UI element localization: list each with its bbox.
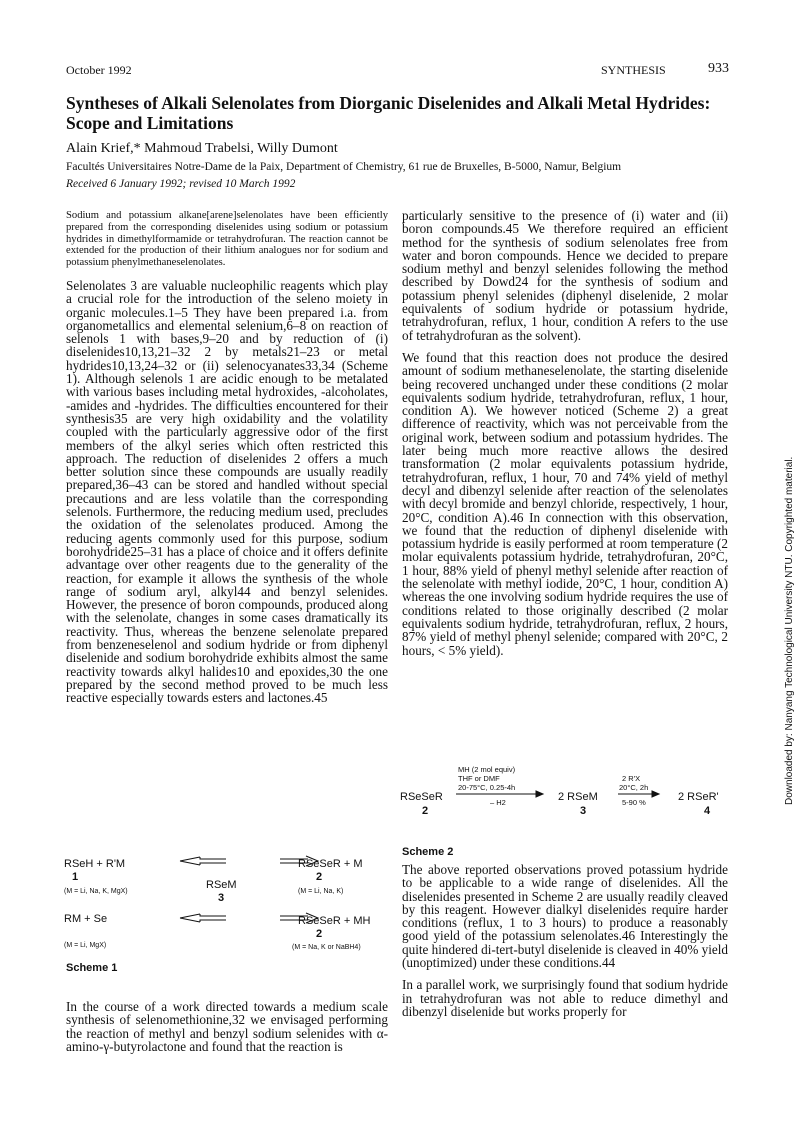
body-paragraph: particularly sensitive to the presence of (i) water and (ii) boron compounds.45 We therefore required an efficient method for the synthesis of sodium selenolates free from water and boron compounds. Hence we decided to prepare sodium methyl and benzyl selenides following the method described by Dowd24 for the synthesis of sodium and potassium phenyl selenides (diphenyl diselenide, 2 molar equivalents of sodium hydride or potassium hydride, tetrahydrofuran, reflux, 1 hour, condition A refers to the use of tetrahydrofuran as the solvent). — [402, 208, 728, 343]
scheme1-center: RSeM — [206, 879, 237, 891]
running-header-date: October 1992 — [66, 63, 132, 77]
scheme2-mid-num: 3 — [580, 805, 587, 817]
authors: Alain Krief,* Mahmoud Trabelsi, Willy Dumont — [66, 141, 338, 156]
right-column — [402, 209, 728, 666]
scheme1-row2-right-num: 2 — [316, 928, 323, 940]
scheme2-product: 2 RSeR' — [678, 791, 719, 803]
scheme1-row1-right: RSeSeR + M — [298, 858, 363, 870]
scheme2-cond2-line2: 20°C, 2h — [619, 783, 649, 792]
scheme2-reactant-num: 2 — [422, 805, 429, 817]
received-date: Received 6 January 1992; revised 10 March 1992 — [66, 178, 296, 190]
body-paragraph: The above reported observations proved potassium hydride to be applicable to a wide range of diselenides. All the diselenides presented in Scheme 2 are usually readily cleaved by this reagent. However dialkyl diselenides require harder conditions (reflux, 1 to 3 hours) to produce a reasonably good yield of the potassium selenolates.46 Interestingly the quite hindered di-tert-butyl diselenide is cleaved in 40% yield (unoptimized) under these conditions.44 — [402, 862, 728, 971]
body-paragraph: We found that this reaction does not produce the desired amount of sodium methaneselenolate, the starting diselenide being recovered unchanged under these conditions (2 molar equivalents sodium hydride, tetrahydrofuran, reflux, 1 hour, condition A). We however noticed (Scheme 2) a great difference of reactivity, which was not perceivable from the original work, between sodium and potassium hydrides. The later being much more reactive allows the desired transformation (2 molar equivalents potassium hydride, tetrahydrofuran, reflux, 1 hour, 70 and 74% yield of methyl decyl and dibenzyl selenide after reaction of the selenolates with decyl bromide and benzyl chloride, respectively, 1 hour, 20°C, condition A).46 In connection with this observation, we found that the reduction of diphenyl diselenide with potassium hydride is easily performed at room temperature (2 molar equivalents potassium hydride, tetrahydrofuran, 20°C, 1 hour, 88% yield of phenyl methyl selenide after reaction of the selenolate with methyl iodide, 20°C, 1 hour, condition A) whereas the one involving sodium hydride requires the use of conditions related to those originally described (2 molar equivalents sodium hydride, tetrahydrofuran, reflux, 2 hours, 87% yield of methyl phenyl selenide; compared with 20°C, 2 hours, < 5% yield). — [402, 349, 728, 658]
scheme1-row2-left: RM + Se — [64, 913, 108, 925]
left-column — [66, 210, 388, 713]
scheme1-row1-left: RSeH + R'M — [64, 858, 126, 870]
page-number: 933 — [708, 61, 729, 76]
scheme1-row1-right-cond: (M = Li, Na, K) — [298, 888, 344, 895]
scheme1-row2-right-cond: (M = Na, K or NaBH4) — [292, 944, 361, 951]
right-column-bottom — [402, 863, 728, 1027]
scheme2-cond1-line2: THF or DMF — [458, 774, 500, 783]
scheme-2-caption: Scheme 2 — [402, 846, 454, 858]
abstract: Sodium and potassium alkane[arene]selenolates have been efficiently prepared from the corresponding diselenides using sodium or potassium hydrides in dimethylformamide or tetrahydrofuran. The reaction cannot be extended for the production of their lithium analogues nor for sodium and potassium phenylmethaneselenolates. — [66, 210, 388, 269]
scheme2-cond1-line3: 20-75°C, 0.25-4h — [458, 783, 516, 792]
scheme2-cond2-line1: 2 R'X — [622, 774, 641, 783]
scheme2-reactant: RSeSeR — [400, 791, 443, 803]
body-paragraph: In a parallel work, we surprisingly found that sodium hydride in tetrahydrofuran was not able to reduce dimethyl and dibenzyl diselenide but works properly for — [402, 977, 728, 1019]
download-watermark — [770, 355, 795, 805]
equilibrium-arrow-left-2-icon — [180, 914, 226, 922]
running-header-journal: SYNTHESIS — [601, 63, 666, 77]
download-watermark-text: Downloaded by: Nanyang Technological University NTU. Copyrighted material. — [784, 456, 795, 805]
scheme1-row2-left-cond: (M = Li, MgX) — [64, 942, 107, 949]
equilibrium-arrow-left-icon — [180, 857, 226, 865]
scheme-2-diagram — [398, 762, 730, 844]
scheme1-row1-left-num: 1 — [72, 871, 79, 883]
scheme1-center-num: 3 — [218, 892, 225, 904]
scheme2-cond1-line1: MH (2 mol equiv) — [458, 765, 516, 774]
body-paragraph: Selenolates 3 are valuable nucleophilic reagents which play a crucial role for the introduction of the seleno moiety in organic molecules.1–5 They have been prepared i.a. from organometallics and elemental selenium,6–8 on reaction of selenols 1 with bases,9–20 and by reduction of (i) diselenides10,13,21–32 2 by metals21–23 or metal hydrides10,13,24–32 or (ii) selenocyanates33,34 (Scheme 1). Although selenols 1 are acidic enough to be metalated with various bases including metal hydroxides, -alcoholates, -amides and -hydrides. The difficulties encountered for their synthesis35 are very high oxidability and the volatility coupled with the particularly aggressive odor of the first members of the alkyl series which often restricted this approach. The reduction of diselenides 2 offers a much better solution since these compounds are usually readily prepared,36–43 can be stored and handled without special precautions and are less volatile than the corresponding selenols. Furthermore, the reducing medium used, precludes the oxidation of the selenolates produced. Among the reducing agents commonly used for this purpose, sodium borohydride25–31 has a place of choice and it offers definite advantage over other reagents due to the generality of the reaction, for example it allows the synthesis of the whole range of sodium aryl, alkyl44 and benzyl selenides. However, the presence of boron compounds, produced along with the selenolate, changes in some cases dramatically its reactivity. Thus, whereas the benzene selenolate prepared from benzeneselenol and sodium hydride or from diphenyl diselenide and sodium borohydride exhibits almost the same reactivity towards alkyl halides10 and epoxides,30 the one prepared by the second method proved to be much less reactive especially towards esters and lactones.45 — [66, 277, 388, 706]
scheme2-mid: 2 RSeM — [558, 791, 598, 803]
scheme1-row1-right-num: 2 — [316, 871, 323, 883]
affiliation: Facultés Universitaires Notre-Dame de la Paix, Department of Chemistry, 61 rue de Bruxelles, B-5000, Namur, Belgium — [66, 161, 622, 173]
scheme2-cond1-below: – H2 — [490, 798, 506, 807]
article-title: Syntheses of Alkali Selenolates from Diorganic Diselenides and Alkali Metal Hydrides: Scope and Limitations — [66, 93, 711, 133]
scheme-1-diagram — [60, 855, 390, 955]
scheme1-row1-left-cond: (M = Li, Na, K, MgX) — [64, 888, 128, 895]
scheme2-product-num: 4 — [704, 805, 711, 817]
scheme2-cond2-below: 5-90 % — [622, 798, 646, 807]
scheme-1-caption: Scheme 1 — [66, 962, 118, 974]
left-column-bottom — [66, 1000, 388, 1062]
body-paragraph: In the course of a work directed towards a medium scale synthesis of selenomethionine,32 we envisaged performing the reaction of methyl and benzyl sodium selenides with α-amino-γ-butyrolactone and found that the reaction is — [66, 999, 388, 1054]
scheme1-row2-right: RSeSeR + MH — [298, 915, 371, 927]
